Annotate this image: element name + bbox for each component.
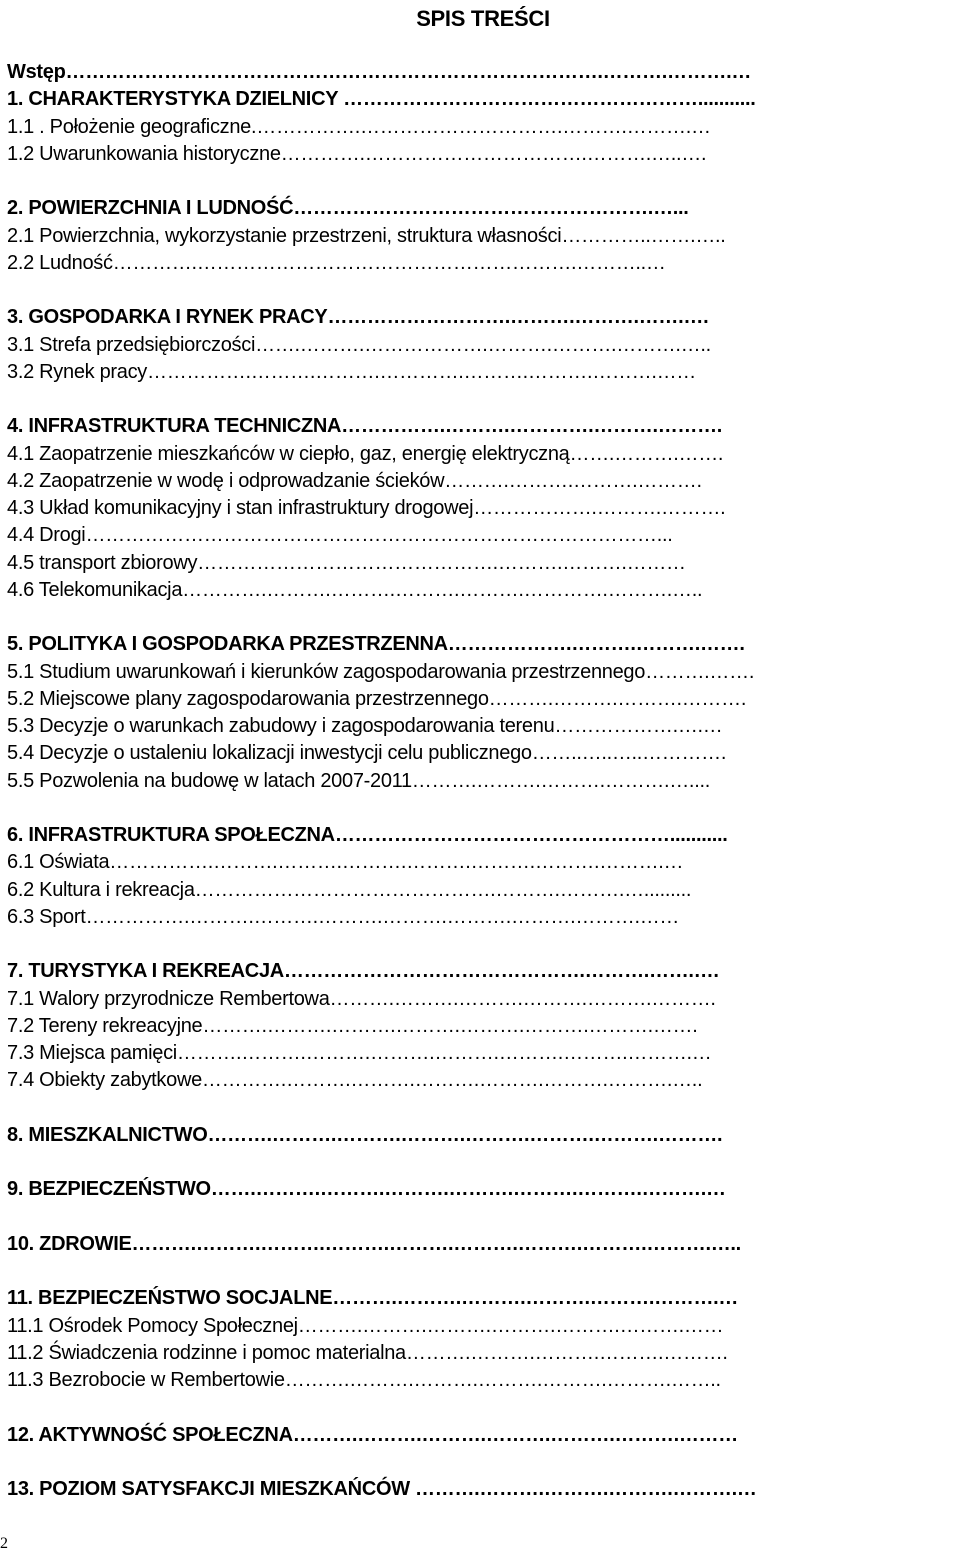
toc-spacer: [7, 795, 957, 822]
page-title: SPIS TREŚCI: [416, 6, 550, 31]
toc-chapter-entry[interactable]: 3. GOSPODARKA I RYNEK PRACY……………………….……….……….…….….: [7, 306, 709, 329]
toc-section-entry[interactable]: 3.2 Rynek pracy…………….……….……….………….……….……….……….……: [7, 360, 697, 383]
toc-section-entry[interactable]: 1.2 Uwarunkowania historyczne………….…………………………….……….…..….: [7, 142, 707, 165]
toc-chapter-entry[interactable]: 7. TURYSTYKA I REKREACJA……………………………………….……….…….….: [7, 960, 719, 983]
toc-section-entry[interactable]: 6.3 Sport…………….……….……….……….……….……….……….……….……: [7, 905, 680, 928]
toc-chapter-entry[interactable]: 8. MIESZKALNICTWO……….……….……….……….……….……….……….……….: [7, 1123, 723, 1146]
toc-chapter-entry[interactable]: 2. POWIERZCHNIA I LUDNOŚĆ……………………………………………….…...: [7, 197, 689, 220]
toc-spacer: [7, 1394, 957, 1421]
toc-chapter-entry[interactable]: 4. INFRASTRUKTURA TECHNICZNA…………….……….………….……….……….: [7, 415, 723, 438]
toc-spacer: [7, 1449, 957, 1476]
toc-chapter-entry[interactable]: 12. AKTYWNOŚĆ SPOŁECZNA……….……….……….……….……….……….………: [7, 1423, 738, 1446]
toc-spacer: [7, 604, 957, 631]
toc-section-entry[interactable]: 5.3 Decyzje o warunkach zabudowy i zagospodarowania terenu……………….….…: [7, 715, 723, 737]
toc-section-entry[interactable]: 7.2 Tereny rekreacyjne……….……….……….……….……….……….……….…….: [7, 1014, 698, 1037]
toc-chapter-entry[interactable]: 1. CHARAKTERYSTYKA DZIELNICY ………………………………………………...........: [7, 88, 756, 111]
toc-spacer: [7, 1149, 957, 1176]
toc-chapter-entry[interactable]: 6. INFRASTRUKTURA SPOŁECZNA……………………………………………...........: [7, 824, 728, 846]
toc-chapter-entry[interactable]: Wstęp……………………………………………………………………….……….……….…: [7, 61, 752, 83]
toc-section-entry[interactable]: 4.2 Zaopatrzenie w wodę i odprowadzanie ścieków……….……….……….……….: [7, 469, 702, 492]
toc-section-entry[interactable]: 4.5 transport zbiorowy……………………………………….……….……….………: [7, 551, 686, 574]
toc-chapter-entry[interactable]: 10. ZDROWIE……….……….……….……….……….……….……….……….……….…..: [7, 1232, 741, 1255]
toc-section-entry[interactable]: 5.1 Studium uwarunkowań i kierunków zagospodarowania przestrzennego……….…….: [7, 660, 755, 683]
toc-section-entry[interactable]: 11.2 Świadczenia rodzinne i pomoc materialna……….……….……….……….……….: [7, 1341, 728, 1364]
toc-spacer: [7, 277, 957, 304]
toc-section-entry[interactable]: 11.3 Bezrobocie w Rembertowie……….……….……….……….……….……….……..: [7, 1369, 721, 1391]
toc-chapter-entry[interactable]: 11. BEZPIECZEŃSTWO SOCJALNE……….……….……….……….……….……….…: [7, 1287, 739, 1310]
toc-spacer: [7, 168, 957, 195]
toc-spacer: [7, 931, 957, 958]
toc-chapter-entry[interactable]: 13. POZIOM SATYSFAKCJI MIESZKAŃCÓW ……….……….……….……….……….…: [7, 1478, 757, 1500]
toc-section-entry[interactable]: 7.4 Obiekty zabytkowe………….……….……….……….……….……….……….…..: [7, 1069, 703, 1092]
toc-section-entry[interactable]: 1.1 . Położenie geograficzne.…………….………………………….……….……….…: [7, 115, 711, 138]
toc-section-entry[interactable]: 5.5 Pozwolenia na budowę w latach 2007-2011……….……….……….……….…....: [7, 769, 710, 792]
toc-section-entry[interactable]: 5.2 Miejscowe plany zagospodarowania przestrzennego……….……….……….……….: [7, 687, 747, 710]
toc-section-entry[interactable]: 6.1 Oświata…………….……….……….……….……….……….……….……….…: [7, 851, 684, 874]
toc-section-entry[interactable]: 4.3 Układ komunikacyjny i stan infrastruktury drogowej……………….……….……….: [7, 497, 726, 519]
toc-section-entry[interactable]: 4.4 Drogi……………………………………………………………………………...: [7, 524, 673, 547]
toc-list: [7, 59, 957, 1503]
toc-spacer: [7, 1095, 957, 1122]
page-number: 2: [0, 1535, 8, 1552]
toc-section-entry[interactable]: 2.1 Powierzchnia, wykorzystanie przestrzeni, struktura własności…………..…….…..: [7, 224, 726, 247]
toc-section-entry[interactable]: 7.3 Miejsca pamięci……….……….……….……….……….……….……….……….…: [7, 1042, 712, 1064]
toc-section-entry[interactable]: 4.1 Zaopatrzenie mieszkańców w ciepło, gaz, energię elektryczną…….……….…….: [7, 442, 724, 465]
toc-spacer: [7, 1204, 957, 1231]
toc-section-entry[interactable]: 5.4 Decyzje o ustaleniu lokalizacji inwestycji celu publicznego……..…..…..………….: [7, 742, 727, 765]
toc-spacer: [7, 386, 957, 413]
toc-chapter-entry[interactable]: 9. BEZPIECZEŃSTWO…….……….……….……….……….……….……….……….…: [7, 1178, 726, 1201]
toc-section-entry[interactable]: 3.1 Strefa przedsiębiorczości…….……….……………….……….……….……….…..: [7, 333, 711, 356]
toc-section-entry[interactable]: 11.1 Ośrodek Pomocy Społecznej……….……….……….……….……….……….……: [7, 1314, 724, 1337]
toc-section-entry[interactable]: 7.1 Walory przyrodnicze Rembertowa……….……….……….……….……….……….: [7, 987, 716, 1010]
toc-section-entry[interactable]: 6.2 Kultura i rekreacja……………………………………….……….……….….........: [7, 878, 692, 901]
toc-spacer: [7, 1258, 957, 1285]
toc-section-entry[interactable]: 2.2 Ludność………….………………………………………………….………..…: [7, 251, 666, 274]
toc-section-entry[interactable]: 4.6 Telekomunikacja………….……….……….……….……….………….……….…..: [7, 578, 703, 601]
toc-chapter-entry[interactable]: 5. POLITYKA I GOSPODARKA PRZESTRZENNA……………….……….……….…….: [7, 633, 745, 656]
